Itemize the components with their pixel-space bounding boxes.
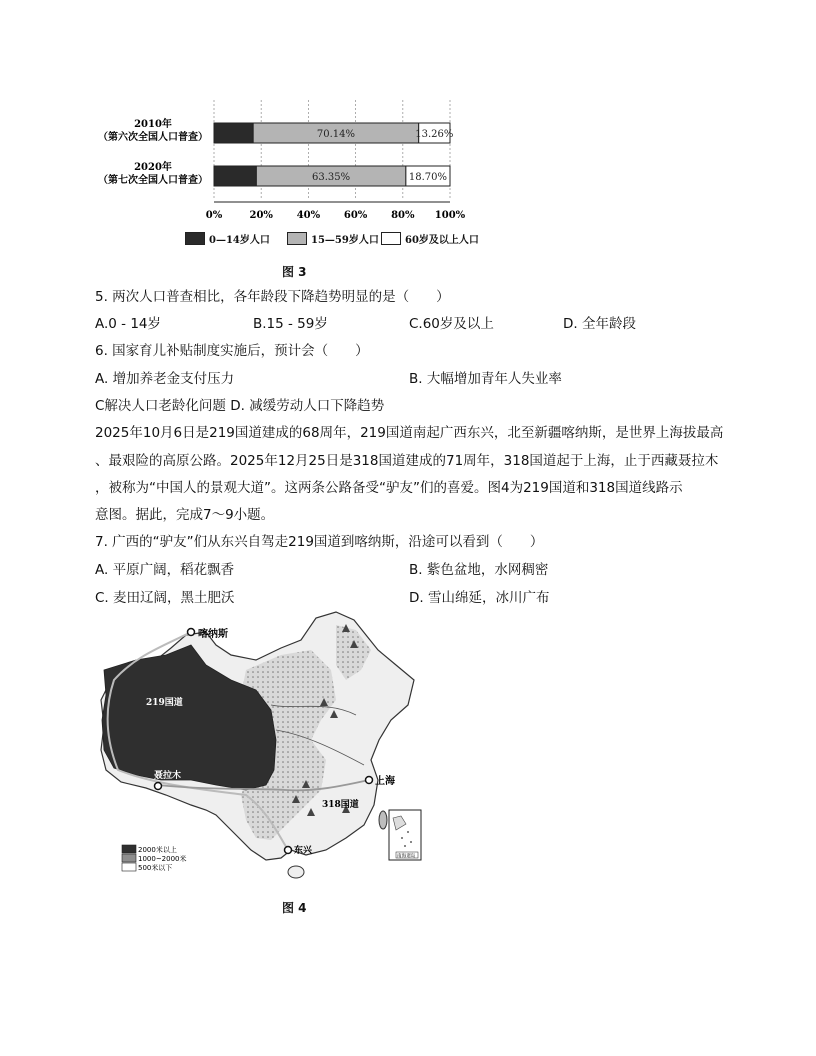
x-tick-label: 80%	[391, 210, 415, 221]
q7-option-c: C. 麦田辽阔，黑土肥沃	[95, 590, 235, 606]
q5-option-c: C.60岁及以上	[409, 316, 494, 332]
q7-option-b: B. 紫色盆地，水网稠密	[409, 562, 549, 578]
legend-swatch-gray	[287, 232, 307, 245]
q5-stem: 5. 两次人口普查相比，各年龄段下降趋势明显的是（ ）	[95, 289, 450, 305]
q6-option-b: B. 大幅增加青年人失业率	[409, 371, 562, 387]
china-route-map	[96, 610, 426, 895]
x-tick-label: 60%	[343, 210, 368, 221]
q7-stem: 7. 广西的“驴友”们从东兴自驾走219国道到喀纳斯，沿途可以看到（ ）	[95, 534, 544, 550]
legend-mid: 1000~2000米	[138, 855, 187, 863]
inset-label: 南海诸岛	[397, 854, 416, 859]
legend-label: 0—14岁人口	[209, 235, 270, 246]
bar-data-label: 63.35%	[312, 172, 351, 183]
legend-swatch-white	[381, 232, 401, 245]
passage-line-1: 2025年10月6日是219国道建成的68周年，219国道南起广西东兴，北至新疆喀纳斯，是世界上海拔最高	[95, 425, 724, 441]
legend-item-0-14	[185, 231, 270, 246]
figure-3-caption: 图 3	[282, 265, 307, 279]
x-tick-label: 40%	[296, 210, 321, 221]
label-kanas: 喀纳斯	[198, 629, 228, 640]
q5-option-b: B.15 - 59岁	[253, 316, 328, 332]
map-legend	[122, 845, 187, 872]
q6-option-a: A. 增加养老金支付压力	[95, 371, 235, 387]
category-sub-label: （第六次全国人口普查）	[98, 132, 208, 143]
label-219: 219国道	[146, 698, 183, 708]
passage-line-3: ，被称为“中国人的景观大道”。这两条公路备受“驴友”们的喜爱。图4为219国道和318国道线路示	[95, 480, 683, 496]
figure-4-map	[96, 610, 426, 895]
category-year-label: 2020年	[134, 162, 172, 173]
category-year-label: 2010年	[134, 119, 172, 130]
legend-high: 2000米以上	[138, 846, 177, 854]
category-sub-label: （第七次全国人口普查）	[98, 175, 208, 186]
chart-legend	[185, 231, 505, 247]
passage-line-2: 、最艰险的高原公路。2025年12月25日是318国道建成的71周年，318国道起于上海，止于西藏聂拉木	[95, 453, 719, 469]
hainan-island	[288, 866, 304, 878]
label-318: 318国道	[322, 800, 359, 810]
kanas-point	[188, 629, 195, 636]
bar-data-label: 18.70%	[408, 172, 448, 183]
legend-label: 60岁及以上人口	[405, 235, 479, 246]
q7-option-a: A. 平原广阔，稻花飘香	[95, 562, 235, 578]
taiwan-island	[379, 811, 387, 829]
legend-swatch-dark	[185, 232, 205, 245]
q5-option-d: D. 全年龄段	[563, 316, 636, 332]
x-tick-label: 20%	[249, 210, 273, 221]
legend-item-60-plus	[381, 231, 479, 246]
bar-segment	[214, 166, 256, 186]
bar-segment	[214, 123, 253, 143]
label-nyalam: 聂拉木	[154, 771, 182, 781]
bar-data-label: 70.14%	[316, 129, 356, 140]
q6-stem: 6. 国家育儿补贴制度实施后，预计会（ ）	[95, 343, 369, 359]
dongxing-point	[285, 847, 292, 854]
population-chart-svg	[96, 96, 496, 226]
q7-option-d: D. 雪山绵延，冰川广布	[409, 590, 550, 606]
figure-4-caption: 图 4	[282, 901, 307, 915]
bar-data-label: 13.26%	[415, 129, 454, 140]
legend-label: 15—59岁人口	[311, 235, 379, 246]
q6-option-cd: C解决人口老龄化问题 D. 减缓劳动人口下降趋势	[95, 398, 385, 414]
shanghai-point	[366, 777, 373, 784]
nyalam-point	[155, 783, 162, 790]
legend-low: 500米以下	[138, 864, 173, 872]
q5-option-a: A.0 - 14岁	[95, 316, 162, 332]
label-shanghai: 上海	[375, 776, 395, 787]
x-tick-label: 0%	[205, 210, 223, 221]
passage-line-4: 意图。据此，完成7～9小题。	[95, 507, 275, 523]
legend-item-15-59	[287, 231, 379, 246]
label-dongxing: 东兴	[294, 846, 313, 856]
x-tick-label: 100%	[434, 210, 466, 221]
